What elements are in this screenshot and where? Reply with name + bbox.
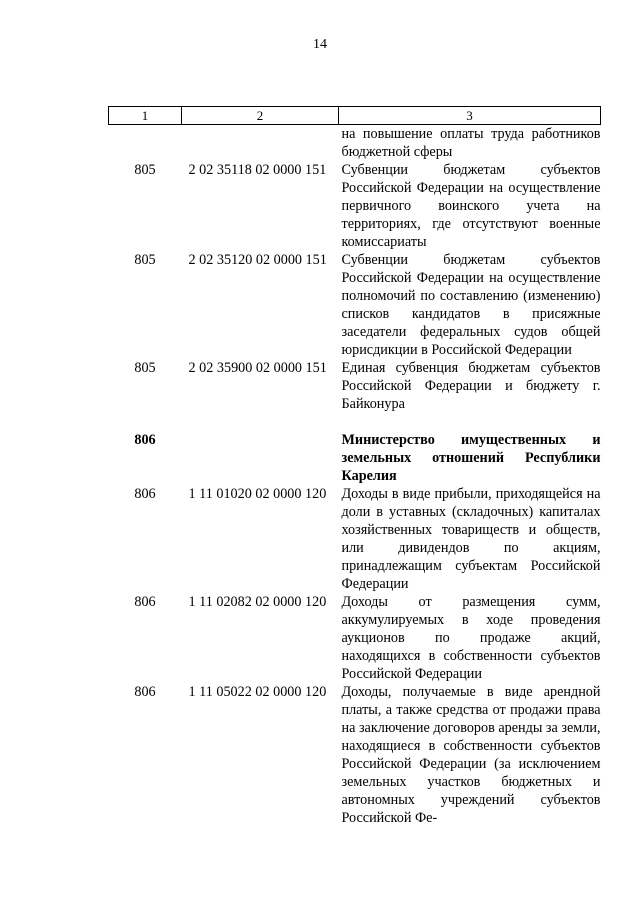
revenue-code-cell: 1 11 02082 02 0000 120: [188, 594, 327, 610]
revenue-name-cell: Доходы в виде прибыли, приходящейся на доли в уставных (складочных) капиталах хозяйственных товариществ и обществ, или дивидендов по акциям, принадлежащим субъектам Российской Федерации: [341, 486, 601, 592]
revenue-code-cell: 2 02 35900 02 0000 151: [188, 360, 327, 376]
revenue-code-cell: 1 11 01020 02 0000 120: [188, 486, 327, 502]
column-header-3: 3: [339, 107, 601, 125]
administrator-name-cell: Министерство имущественных и земельных отношений Республики Карелия: [341, 432, 601, 484]
admin-code-cell: 805: [134, 252, 156, 268]
revenue-name-cell: Субвенции бюджетам субъектов Российской Федерации на осуществление полномочий по составлению (изменению) списков кандидатов в присяжные заседатели федеральных судов общей юрисдикции в Российской Федерации: [341, 252, 601, 358]
table-row: [109, 683, 601, 827]
admin-code-cell: [109, 125, 182, 162]
table-row: [109, 593, 601, 683]
revenue-code-cell: [182, 125, 339, 162]
revenue-name-cell: Доходы от размещения сумм, аккумулируемых в ходе проведения аукционов по продаже акций, находящихся в собственности субъектов Российской Федерации: [341, 594, 601, 682]
revenue-name-cell: Единая субвенция бюджетам субъектов Российской Федерации и бюджету г. Байконура: [341, 360, 601, 412]
table-header-row: [109, 107, 601, 125]
administrator-heading-row: [109, 413, 601, 485]
table-row: [109, 359, 601, 413]
revenue-name-cell: на повышение оплаты труда работников бюджетной сферы: [341, 126, 601, 160]
column-header-1: 1: [109, 107, 182, 125]
admin-code-cell: 806: [134, 684, 156, 700]
admin-code-cell: 805: [134, 360, 156, 376]
revenue-code-cell: 2 02 35118 02 0000 151: [188, 162, 327, 178]
table-row: [109, 251, 601, 359]
admin-code-cell: 805: [134, 162, 156, 178]
admin-code-cell: 806: [134, 594, 156, 610]
revenue-name-cell: Доходы, получаемые в виде арендной платы, а также средства от продажи права на заключение договоров аренды за земли, находящиеся в собственности субъектов Российской Федерации (за исключением земельных участков бюджетных и автономных учреждений субъектов Российской Фе-: [341, 684, 601, 826]
revenue-name-cell: Субвенции бюджетам субъектов Российской Федерации на осуществление первичного воинского учета на территориях, где отсутствуют военные комиссариаты: [341, 162, 601, 250]
admin-code-cell: 806: [134, 432, 156, 448]
revenue-code-cell: 2 02 35120 02 0000 151: [188, 252, 327, 268]
revenue-codes-table: [108, 106, 601, 827]
table-row: [109, 485, 601, 593]
page-number: 14: [313, 37, 327, 52]
admin-code-cell: 806: [134, 486, 156, 502]
revenue-code-cell: [182, 413, 339, 485]
revenue-code-cell: 1 11 05022 02 0000 120: [188, 684, 327, 700]
table-row: [109, 125, 601, 162]
column-header-2: 2: [182, 107, 339, 125]
table-row: [109, 161, 601, 251]
